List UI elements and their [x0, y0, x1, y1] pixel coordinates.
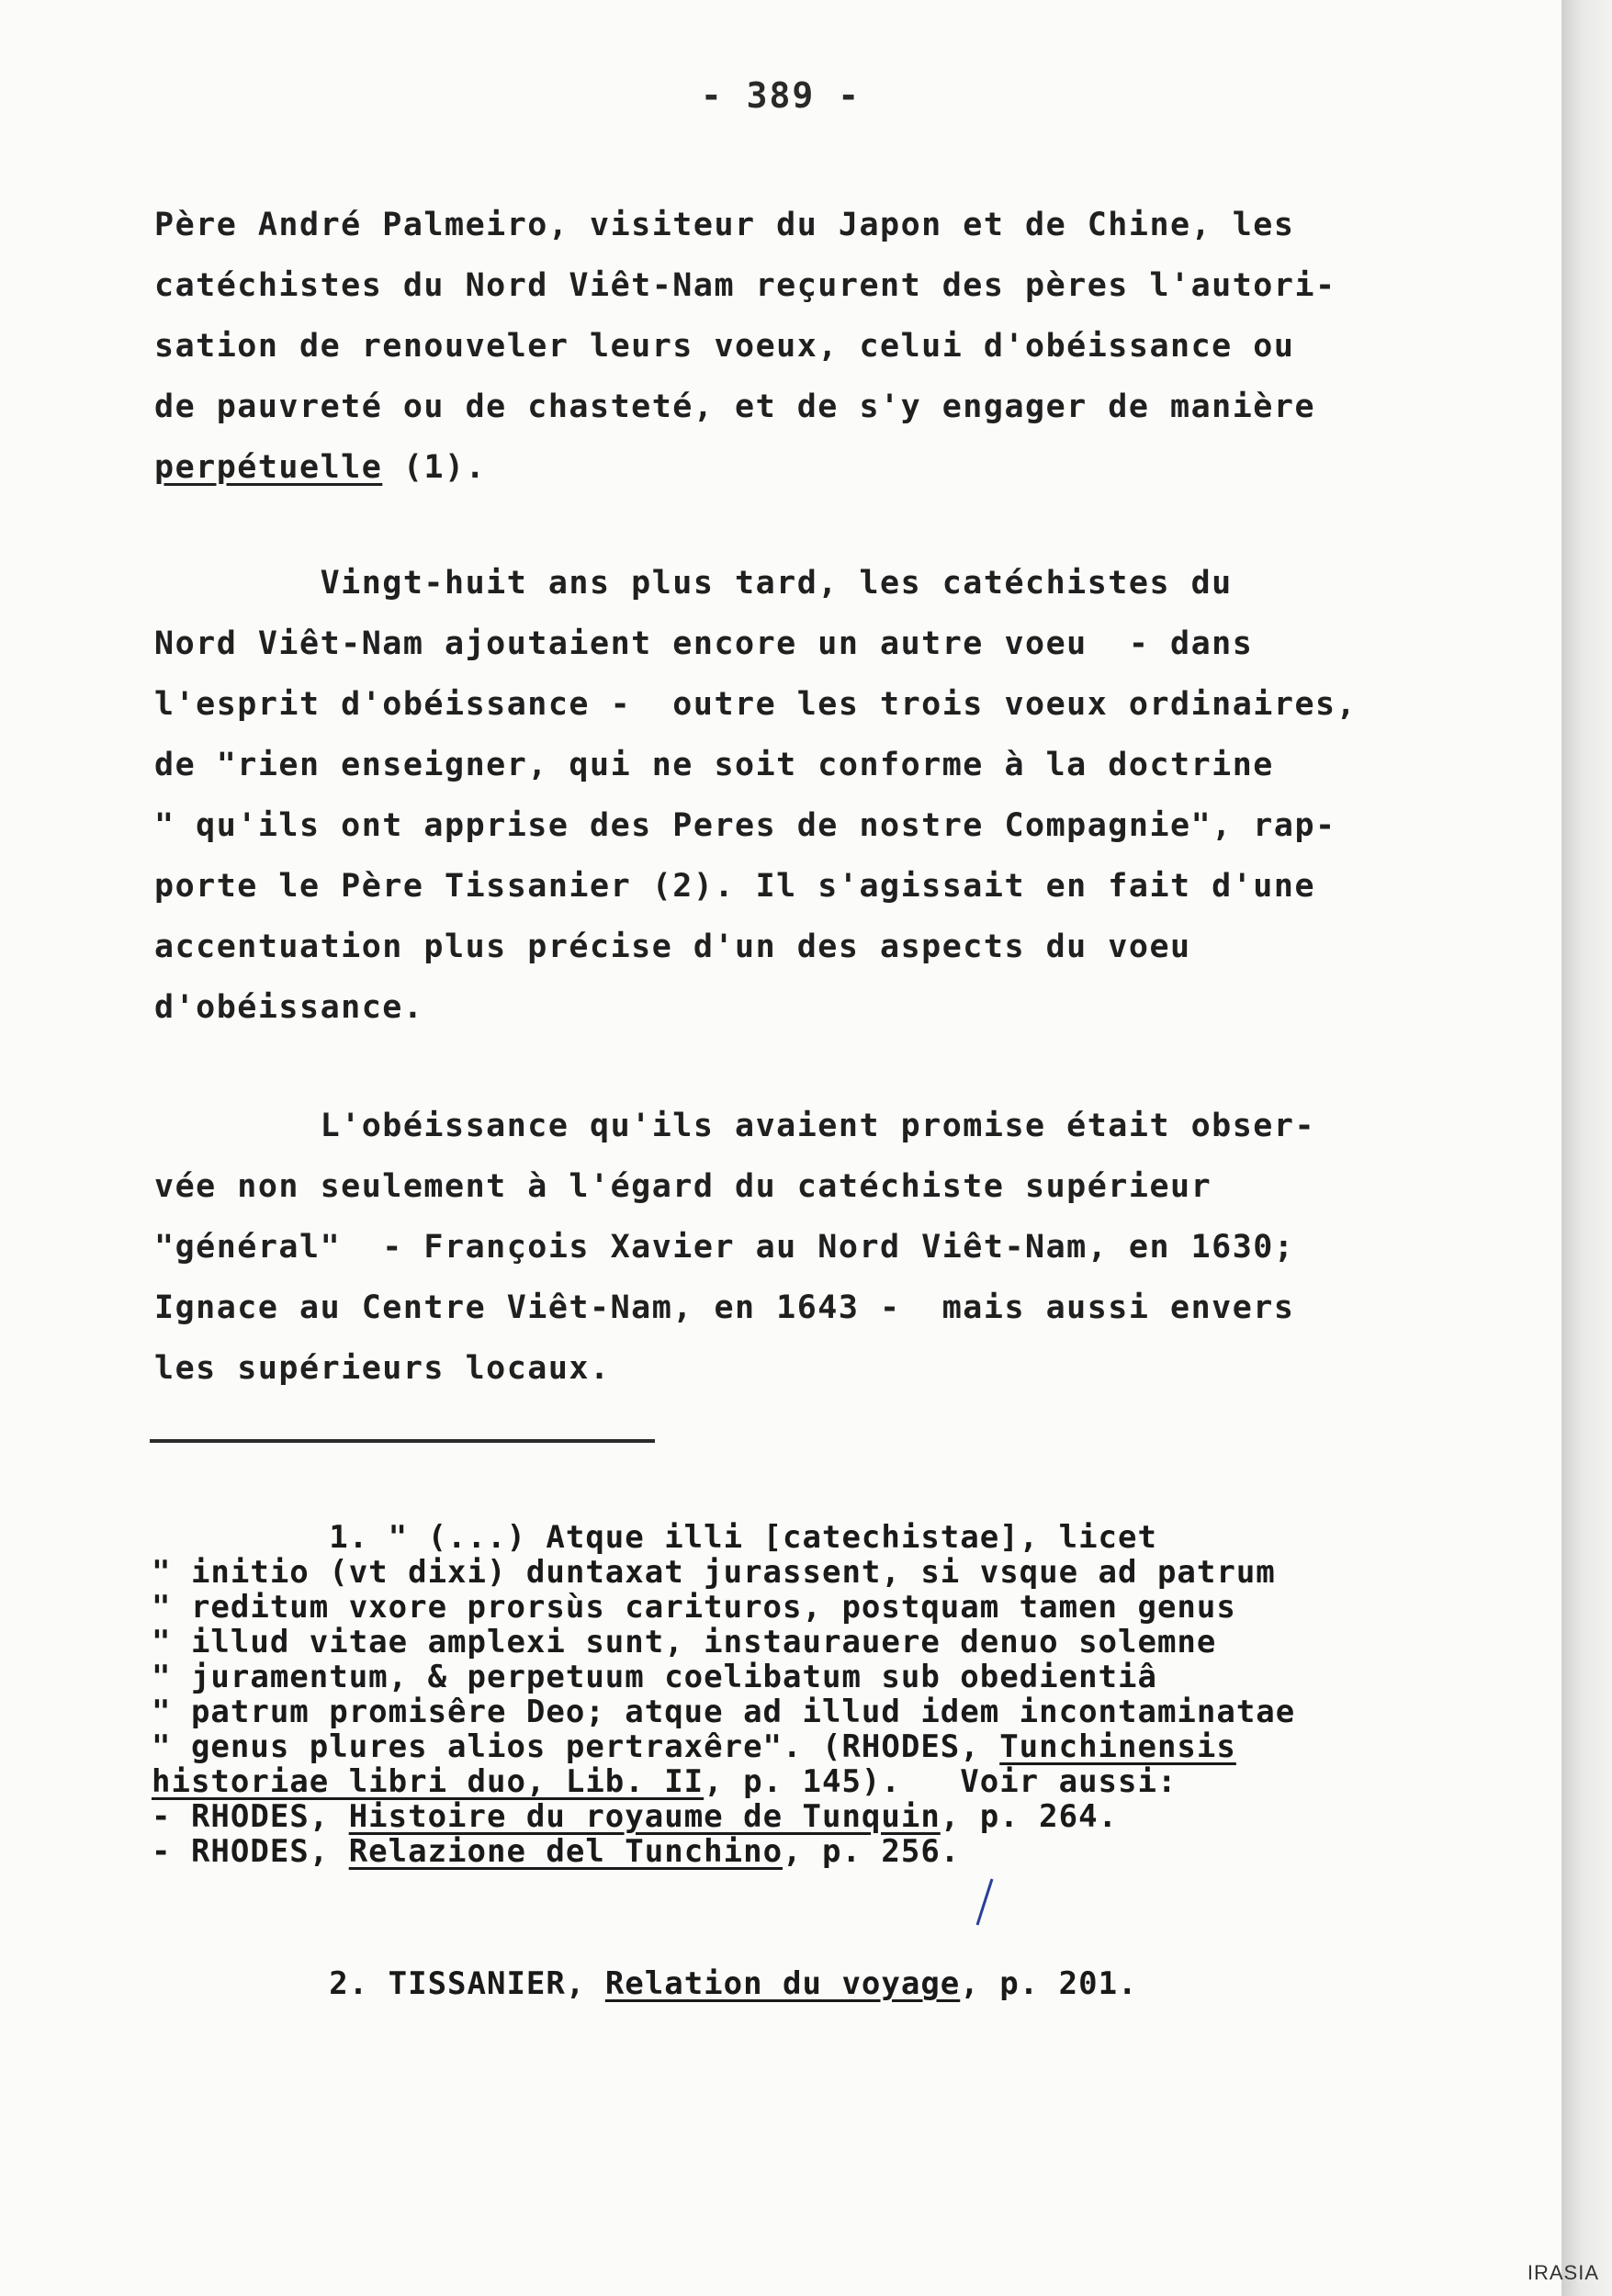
footnote-1	[152, 1520, 1511, 1869]
paragraph-3	[154, 1096, 1486, 1399]
p2-line-3: l'esprit d'obéissance - outre les trois voeux ordinaires,	[154, 686, 1358, 723]
fn1-line-6: " patrum promisêre Deo; atque ad illud idem incontaminatae	[152, 1694, 1296, 1730]
fn1-line-10-rest: , p. 256.	[783, 1833, 961, 1870]
fn1-line-2: " initio (vt dixi) duntaxat jurassent, si vsque ad patrum	[152, 1554, 1276, 1591]
fn1-line-9: - RHODES,	[152, 1798, 349, 1835]
p2-line-4: de "rien enseigner, qui ne soit conforme à la doctrine	[154, 747, 1274, 783]
fn1-line-10: - RHODES,	[152, 1833, 349, 1870]
paragraph-2	[154, 553, 1486, 1038]
p1-line-2: catéchistes du Nord Viêt-Nam reçurent des pères l'autori-	[154, 267, 1336, 304]
p2-line-8: d'obéissance.	[154, 989, 424, 1026]
p1-line-5-rest: (1).	[382, 449, 487, 486]
p2-line-1: Vingt-huit ans plus tard, les catéchistes du	[154, 565, 1233, 602]
fn1-line-8-rest: , p. 145). Voir aussi:	[704, 1763, 1178, 1800]
fn1-title-relazione: Relazione del Tunchino	[348, 1833, 783, 1870]
footnote-separator	[150, 1439, 655, 1443]
ink-correction-mark	[972, 1875, 996, 1929]
p1-line-4: de pauvreté ou de chasteté, et de s'y engager de manière	[154, 388, 1316, 425]
fn1-title-histoire: Histoire du royaume de Tunquin	[348, 1798, 941, 1835]
fn1-line-5: " juramentum, & perpetuum coelibatum sub obedientiâ	[152, 1659, 1157, 1695]
fn1-title-historiae: historiae libri duo, Lib. II	[152, 1763, 705, 1800]
p2-line-5: " qu'ils ont apprise des Peres de nostre Compagnie", rap-	[154, 807, 1336, 844]
fn2-title: Relation du voyage	[604, 1965, 961, 2002]
fn2-lead: 2. TISSANIER,	[152, 1965, 605, 2002]
p1-line-1: Père André Palmeiro, visiteur du Japon et de Chine, les	[154, 207, 1295, 243]
archive-watermark: IRASIA	[1527, 2261, 1599, 2284]
p1-underlined-word: perpétuelle	[154, 449, 383, 486]
fn1-line-7: " genus plures alios pertraxêre". (RHODES,	[152, 1728, 1000, 1765]
p2-line-2: Nord Viêt-Nam ajoutaient encore un autre voeu - dans	[154, 625, 1254, 662]
footnote-2	[152, 1965, 1138, 2002]
p2-line-6: porte le Père Tissanier (2). Il s'agissait en fait d'une	[154, 868, 1316, 905]
p3-line-5: les supérieurs locaux.	[154, 1350, 611, 1387]
p3-line-4: Ignace au Centre Viêt-Nam, en 1643 - mais aussi envers	[154, 1289, 1295, 1326]
p1-line-3: sation de renouveler leurs voeux, celui d'obéissance ou	[154, 328, 1295, 365]
fn1-line-1-rest: , licet	[1019, 1519, 1157, 1556]
fn2-rest: , p. 201.	[960, 1965, 1138, 2002]
fn1-line-1: 1. " (...) Atque illi	[152, 1519, 763, 1556]
paragraph-1	[154, 195, 1486, 498]
p2-line-7: accentuation plus précise d'un des aspects du voeu	[154, 929, 1191, 965]
p3-line-3: "général" - François Xavier au Nord Viêt-Nam, en 1630;	[154, 1229, 1295, 1266]
page-number: - 389 -	[700, 75, 862, 116]
fn1-title-tunchinensis: Tunchinensis	[999, 1728, 1236, 1765]
fn1-line-4: " illud vitae amplexi sunt, instaurauere denuo solemne	[152, 1624, 1217, 1660]
fn1-bracket-insert: [catechistae]	[762, 1519, 1020, 1556]
fn1-line-3: " reditum vxore prorsùs carituros, postquam tamen genus	[152, 1589, 1236, 1626]
fn1-line-9-rest: , p. 264.	[940, 1798, 1119, 1835]
p3-line-1: L'obéissance qu'ils avaient promise était obser-	[154, 1108, 1316, 1144]
page-edge	[1561, 0, 1612, 2296]
p3-line-2: vée non seulement à l'égard du catéchiste supérieur	[154, 1168, 1212, 1205]
